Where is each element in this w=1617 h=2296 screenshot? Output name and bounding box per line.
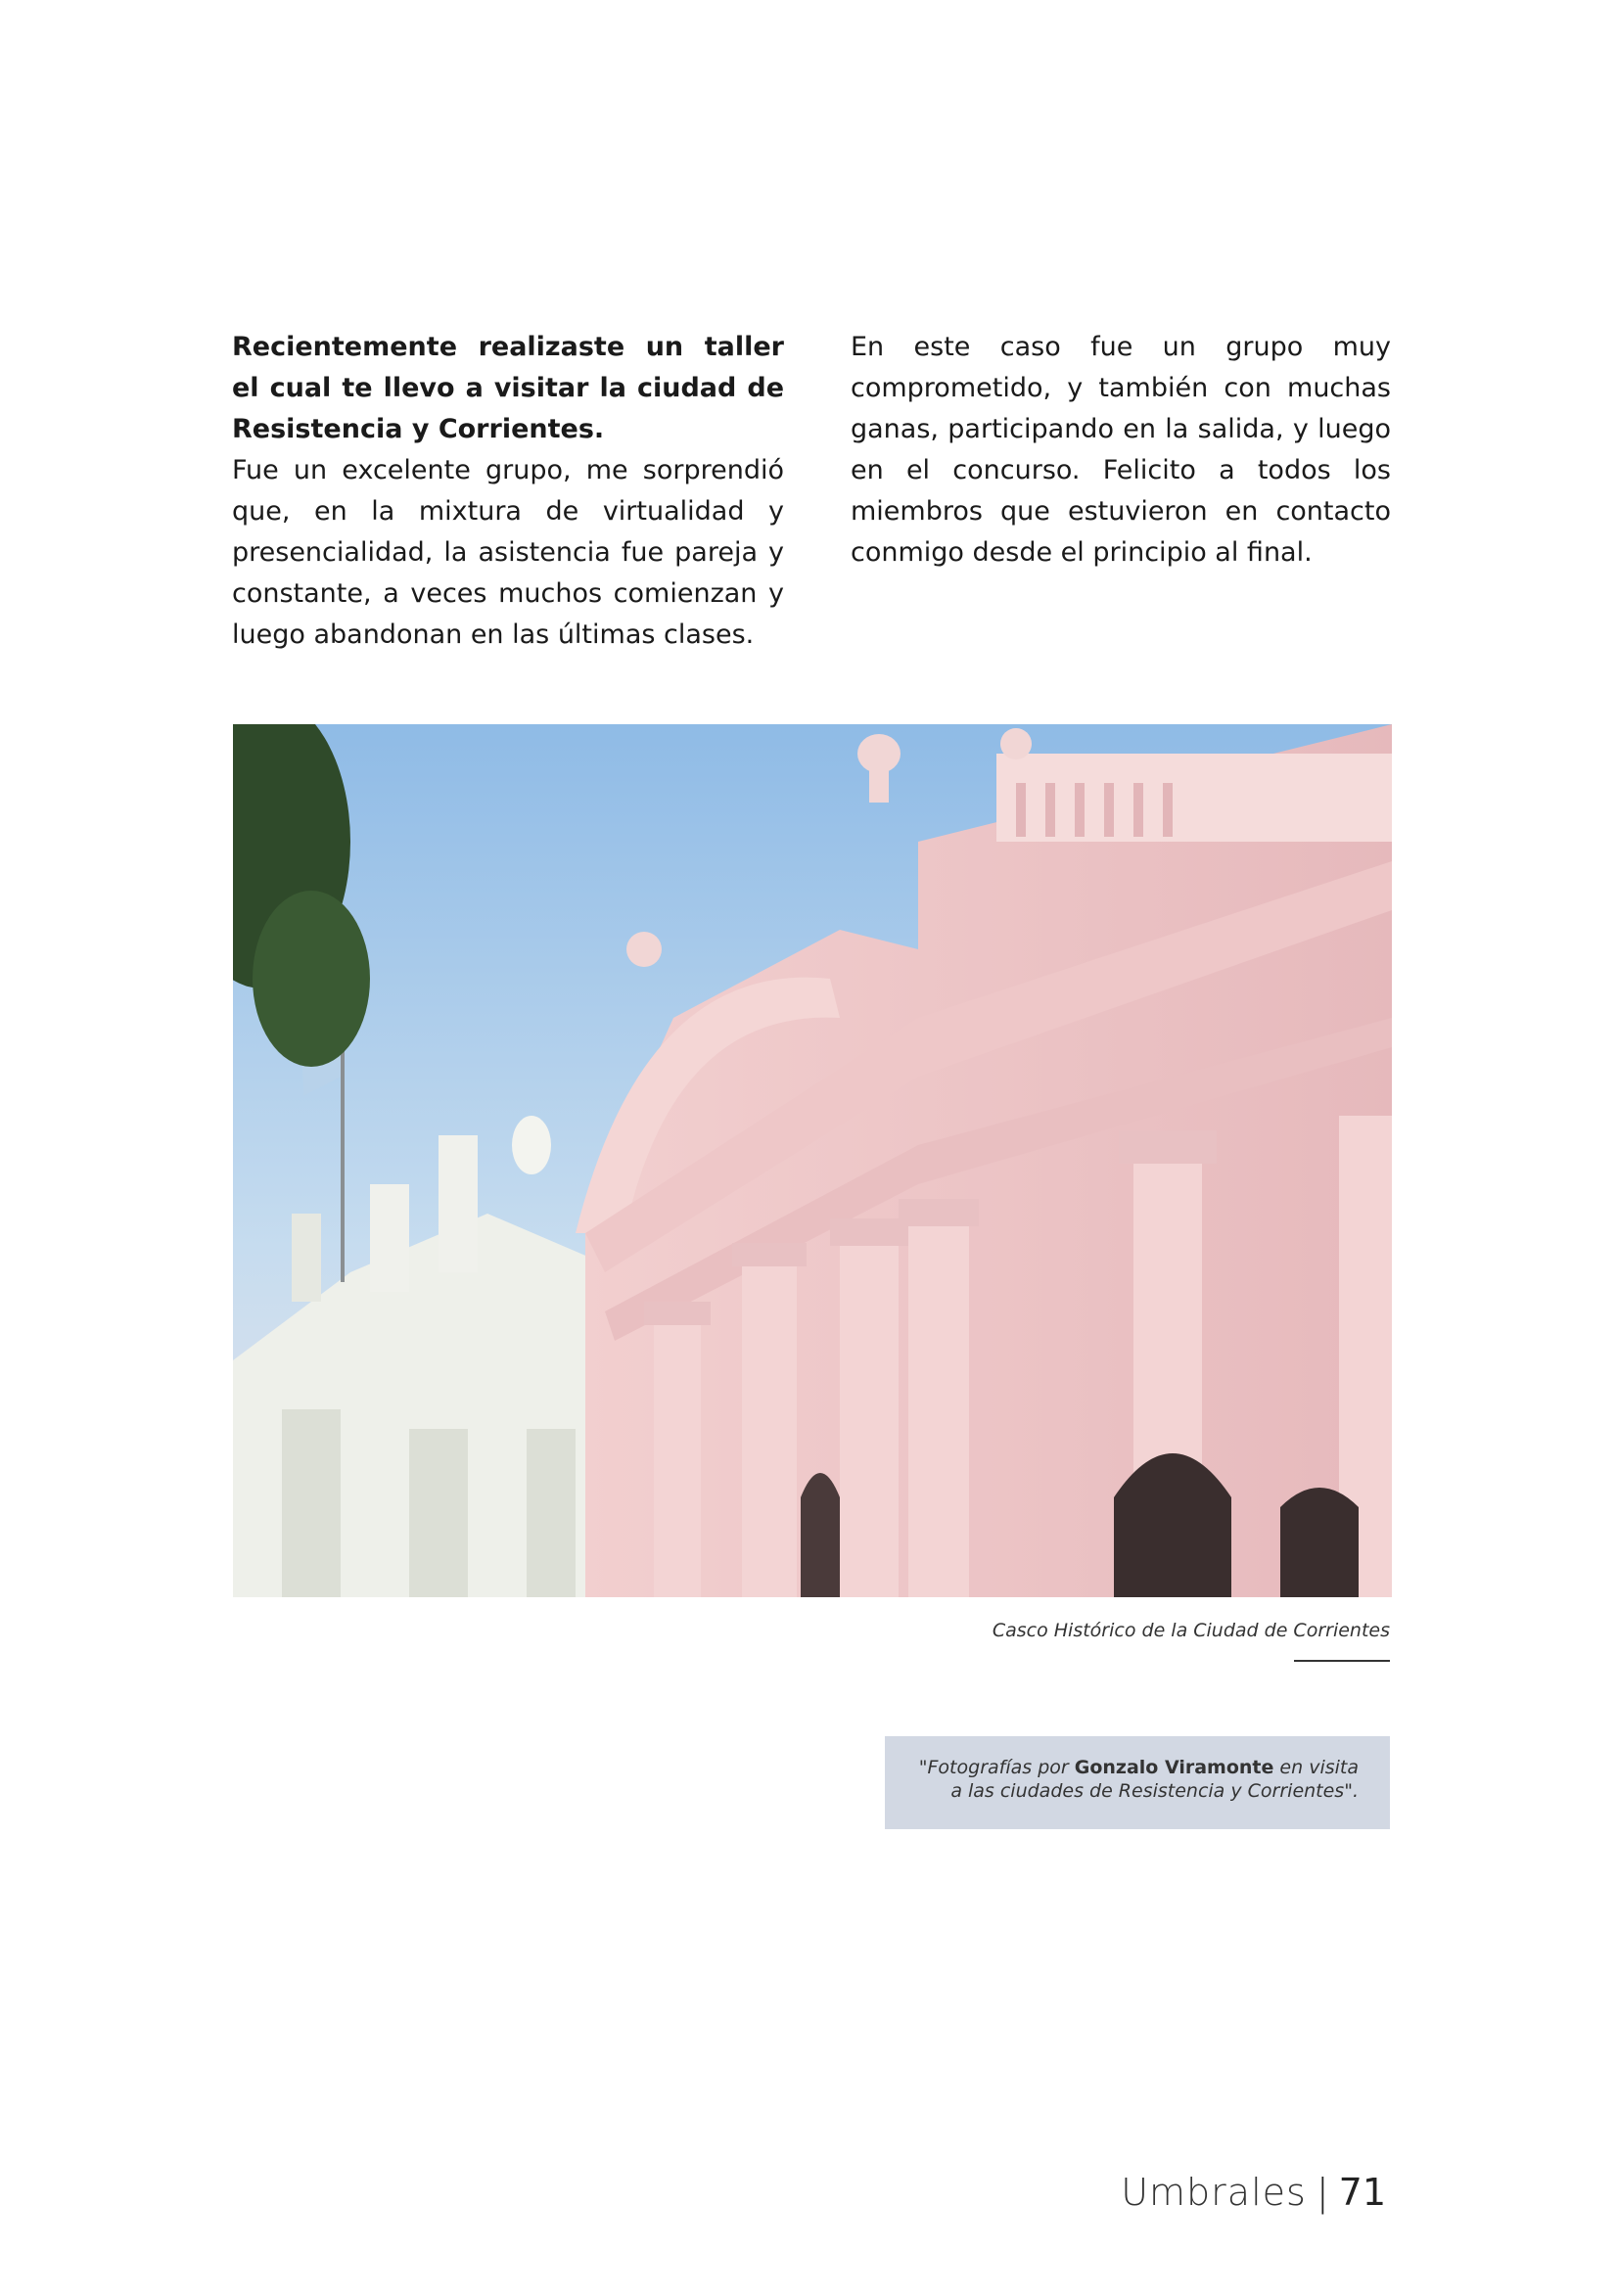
credit-photographer: Gonzalo Viramonte [1074,1757,1274,1778]
page-footer [1077,2171,1386,2214]
historic-building-photo [233,724,1392,1597]
photo-credit-box [885,1736,1390,1829]
right-column [851,327,1391,574]
credit-prefix: "Fotografías por [918,1757,1075,1778]
interview-question: Recientemente realizaste un taller el cual te llevo a visitar la ciudad de Resistencia y Corrientes. [232,332,784,444]
left-column [232,327,784,656]
page-number: 71 [1338,2171,1386,2214]
building-illustration [233,724,1392,1597]
caption-underline [1294,1660,1390,1662]
credit-suffix: en visita a las ciudades de Resistencia y Corrientes". [950,1757,1359,1802]
interview-answer-part1: Fue un excelente grupo, me sorprendió que, en la mixtura de virtualidad y presencialidad, la asistencia fue pareja y constante, a veces muchos comienzan y luego abandonan en las últimas clases. [232,455,784,650]
interview-answer-part2: En este caso fue un grupo muy comprometido, y también con muchas ganas, participando en la salida, y luego en el concurso. Felicito a todos los miembros que estuvieron en contacto conmigo desde el principio al final. [851,332,1391,568]
photo-caption: Casco Histórico de la Ciudad de Corrientes [992,1620,1390,1641]
magazine-name: Umbrales [1121,2171,1307,2214]
footer-separator: | [1316,2171,1329,2214]
